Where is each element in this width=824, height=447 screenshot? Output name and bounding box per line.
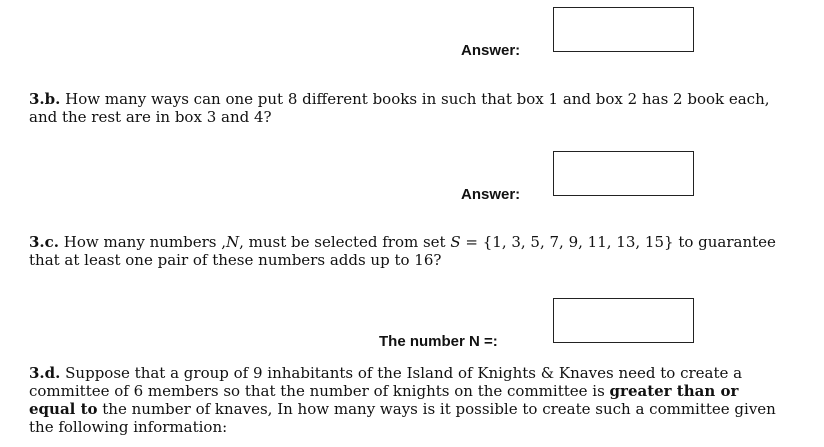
answer-box[interactable]	[553, 298, 694, 343]
number-answer-label: The number N =:	[379, 333, 498, 350]
question-text-part: Suppose that a group of 9 inhabitants of the Island of Knights & Knaves need to create a committee of 6 members so that the number of knights on the committee is	[29, 364, 743, 400]
question-text-part: How many numbers ,	[63, 233, 227, 251]
answer-box[interactable]	[553, 151, 694, 196]
question-3d	[29, 364, 789, 436]
math-variable-n: N	[226, 233, 240, 251]
answer-label: Answer:	[461, 42, 521, 59]
question-text-part: = {1, 3, 5, 7, 9, 11, 13, 15} to guarantee that at least one pair of these numbers adds up to 16?	[29, 233, 776, 269]
math-variable-s: S	[450, 233, 461, 251]
question-number: 3.c.	[29, 233, 60, 251]
emphasis-text: greater than or equal to	[29, 382, 739, 418]
question-text-part: the number of knaves, In how many ways is it possible to create such a committee given the following information:	[29, 400, 776, 436]
question-number: 3.d.	[29, 364, 61, 382]
answer-box[interactable]	[553, 7, 694, 52]
answer-label: Answer:	[461, 186, 521, 203]
question-text-part: , must be selected from set	[239, 233, 451, 251]
question-3c	[29, 233, 789, 269]
question-text: How many ways can one put 8 different books in such that box 1 and box 2 has 2 book each, and the rest are in box 3 and 4?	[29, 90, 770, 126]
question-3b	[29, 90, 789, 126]
question-number: 3.b.	[29, 90, 61, 108]
